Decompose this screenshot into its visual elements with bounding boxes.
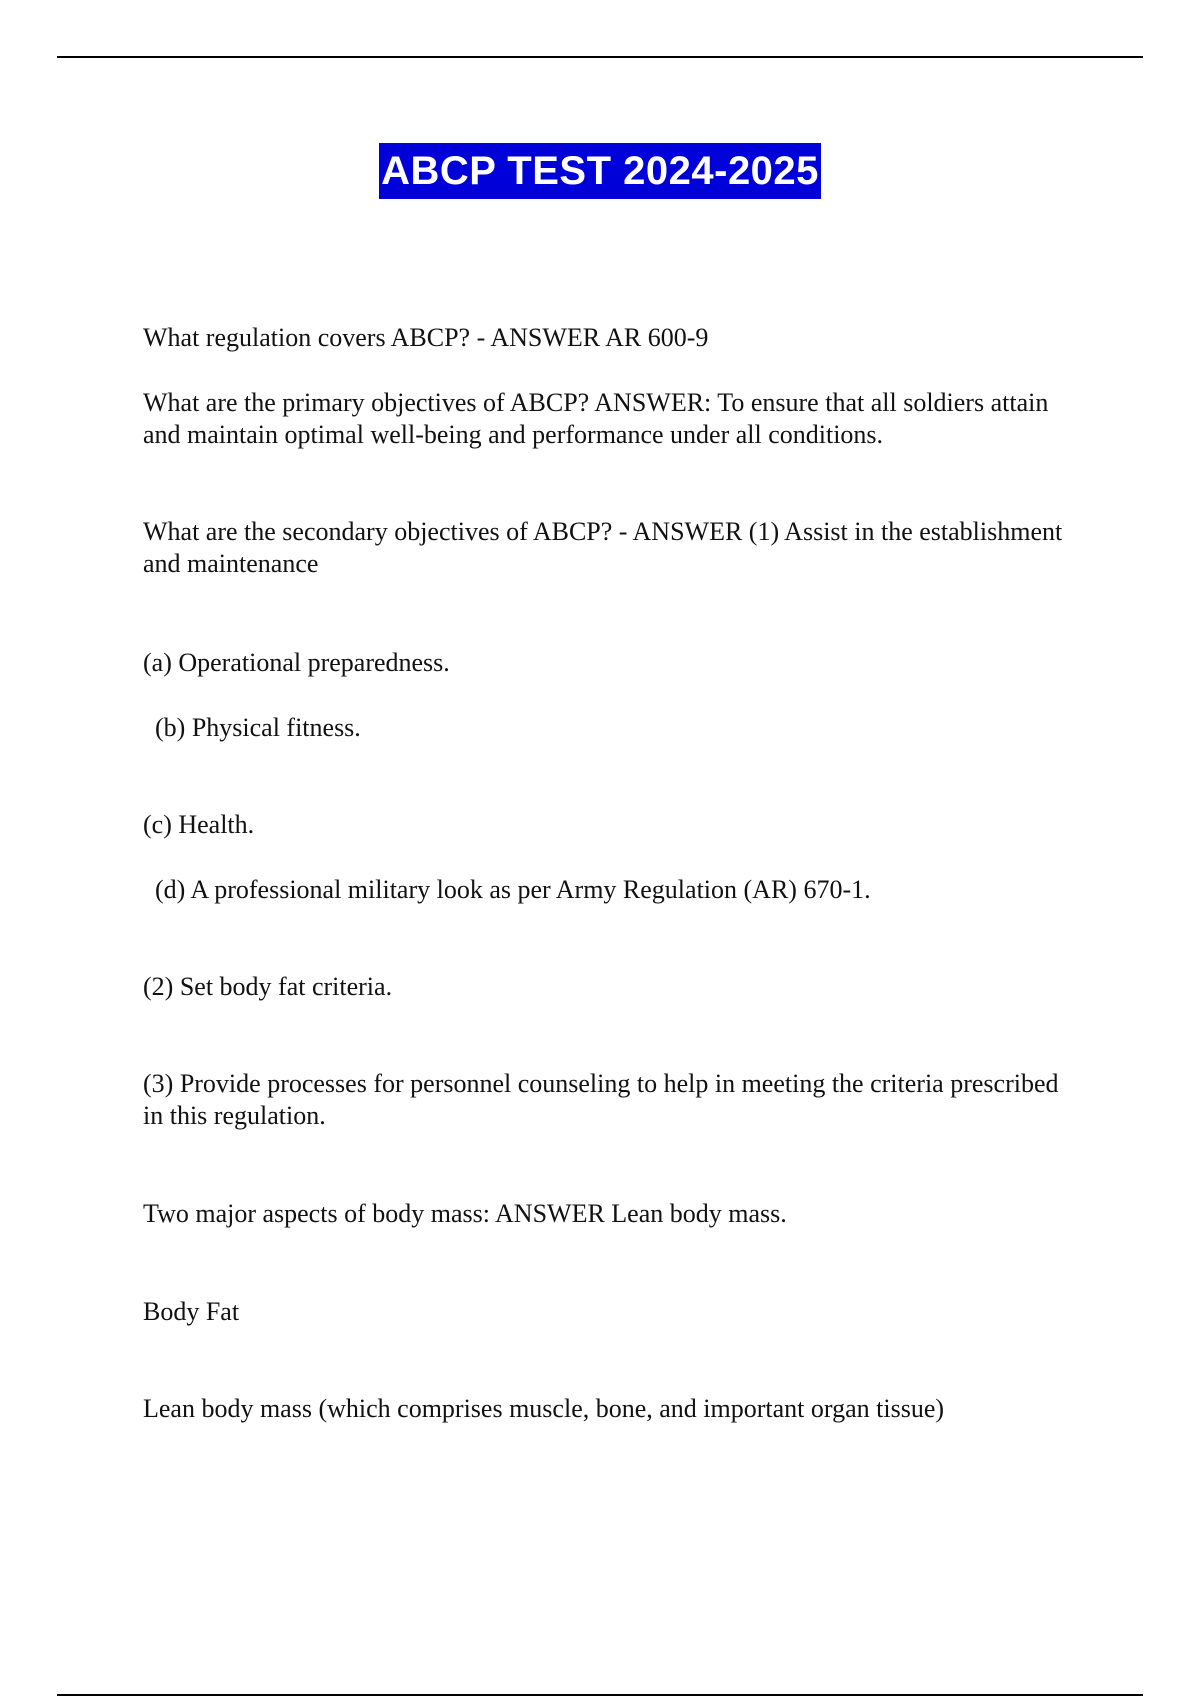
list-item-b: (b) Physical fitness. bbox=[155, 713, 361, 742]
question-primary-objectives: What are the primary objectives of ABCP? ANSWER: To ensure that all soldiers attain and maintain optimal well-being and performance under all conditions. bbox=[143, 388, 1049, 449]
question-secondary-objectives: What are the secondary objectives of ABCP? - ANSWER (1) Assist in the establishment and maintenance bbox=[143, 517, 1063, 578]
answer-lean-body-mass: Lean body mass (which comprises muscle, bone, and important organ tissue) bbox=[143, 1394, 945, 1423]
top-rule bbox=[57, 56, 1143, 58]
question-regulation: What regulation covers ABCP? - ANSWER AR 600-9 bbox=[143, 323, 709, 352]
list-item-d: (d) A professional military look as per Army Regulation (AR) 670-1. bbox=[155, 875, 871, 904]
list-item-2: (2) Set body fat criteria. bbox=[143, 972, 393, 1001]
list-item-a: (a) Operational preparedness. bbox=[143, 648, 450, 677]
question-body-mass: Two major aspects of body mass: ANSWER Lean body mass. bbox=[143, 1199, 787, 1228]
document-title: ABCP TEST 2024-2025 bbox=[379, 143, 821, 199]
bottom-rule bbox=[57, 1694, 1143, 1696]
list-item-3: (3) Provide processes for personnel counseling to help in meeting the criteria prescribed in this regulation. bbox=[143, 1069, 1059, 1130]
list-item-c: (c) Health. bbox=[143, 810, 255, 839]
title-container bbox=[0, 143, 1200, 199]
answer-body-fat: Body Fat bbox=[143, 1297, 240, 1326]
